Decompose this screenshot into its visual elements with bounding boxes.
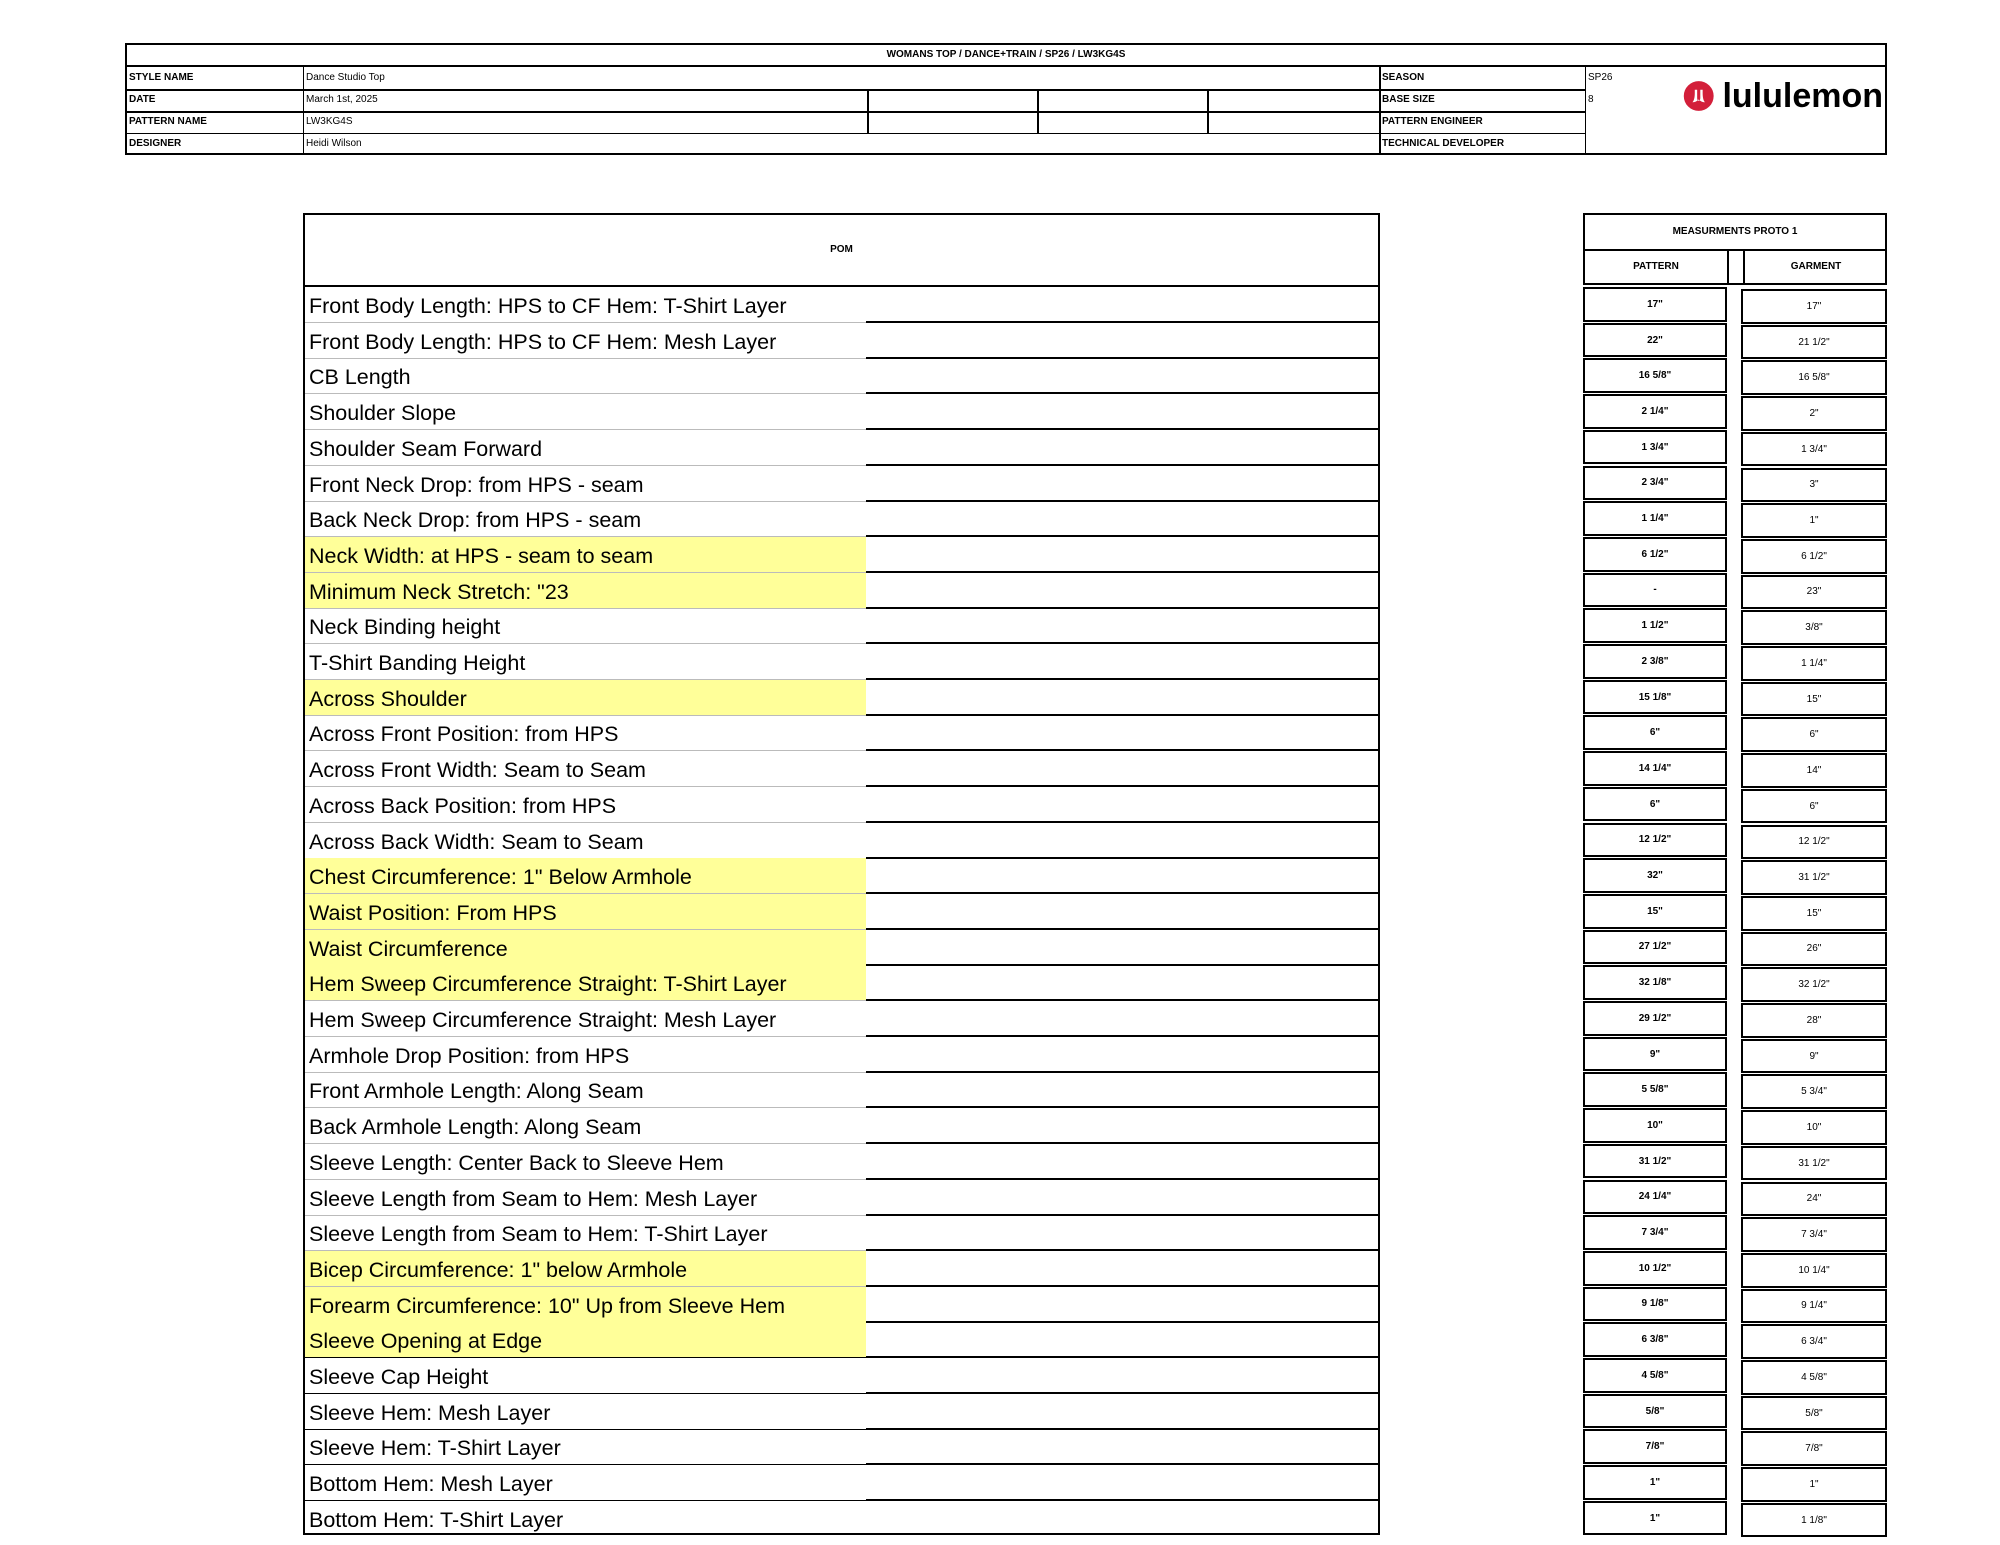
- pom-row: [305, 1144, 1378, 1180]
- pom-label: Front Body Length: HPS to CF Hem: Mesh Layer: [309, 329, 777, 354]
- garment-value: 16 5/8": [1741, 360, 1887, 395]
- pom-row: [305, 1001, 1378, 1037]
- pom-label: Minimum Neck Stretch: "23: [309, 579, 569, 604]
- pattern-value: 2 1/4": [1583, 394, 1727, 429]
- garment-value: 4 5/8": [1741, 1360, 1887, 1395]
- pom-row: [305, 394, 1378, 430]
- garment-value: 6": [1741, 717, 1887, 752]
- pom-label: Shoulder Slope: [309, 401, 457, 426]
- pom-label: Waist Circumference: [309, 936, 508, 961]
- measurements-title: MEASURMENTS PROTO 1: [1585, 215, 1885, 251]
- pom-label: Neck Binding height: [309, 615, 501, 640]
- pom-row: [305, 1108, 1378, 1144]
- pattern-value: 24 1/4": [1583, 1180, 1727, 1215]
- base-size-label: BASE SIZE: [1382, 94, 1435, 105]
- pattern-value: 16 5/8": [1583, 358, 1727, 393]
- pom-label: Armhole Drop Position: from HPS: [309, 1043, 630, 1068]
- garment-value: 26": [1741, 932, 1887, 967]
- pom-row: [305, 715, 1378, 751]
- pom-label: Across Back Width: Seam to Seam: [309, 829, 644, 854]
- garment-value: 1": [1741, 503, 1887, 538]
- pom-label: Neck Width: at HPS - seam to seam: [309, 543, 654, 568]
- garment-value: 6 1/2": [1741, 539, 1887, 574]
- pattern-value: 31 1/2": [1583, 1144, 1727, 1179]
- garment-value: 5/8": [1741, 1396, 1887, 1431]
- pom-row: [305, 1251, 1378, 1287]
- pom-row: [305, 287, 1378, 323]
- garment-value: 24": [1741, 1182, 1887, 1217]
- garment-value: 23": [1741, 575, 1887, 610]
- pattern-value: 5/8": [1583, 1394, 1727, 1429]
- pom-label: Sleeve Cap Height: [309, 1365, 489, 1389]
- pattern-value: 12 1/2": [1583, 823, 1727, 858]
- garment-value: 7 3/4": [1741, 1217, 1887, 1252]
- pattern-value: 2 3/8": [1583, 644, 1727, 679]
- pom-label: Across Front Width: Seam to Seam: [309, 758, 646, 783]
- pom-row: [305, 1429, 1378, 1465]
- lululemon-logo-icon: [1683, 76, 1714, 116]
- pom-label: Shoulder Seam Forward: [309, 436, 543, 461]
- pom-label: Front Body Length: HPS to CF Hem: T-Shirt Layer: [309, 294, 787, 318]
- garment-value: 1 1/4": [1741, 646, 1887, 681]
- pattern-value: 1": [1583, 1501, 1727, 1536]
- pom-table: [303, 213, 1380, 1535]
- garment-value: 6": [1741, 789, 1887, 824]
- pattern-value: 32": [1583, 858, 1727, 893]
- pattern-value: 1 1/4": [1583, 501, 1727, 536]
- pom-row: [305, 323, 1378, 359]
- pom-row: [305, 1394, 1378, 1430]
- garment-value: 17": [1741, 289, 1887, 324]
- pattern-value: 5 5/8": [1583, 1072, 1727, 1107]
- pattern-value: 9 1/8": [1583, 1287, 1727, 1322]
- pom-label: Sleeve Length: Center Back to Sleeve Hem: [309, 1150, 724, 1175]
- pattern-value: 2 3/4": [1583, 466, 1727, 501]
- pattern-value: 6 3/8": [1583, 1322, 1727, 1357]
- pom-row: [305, 573, 1378, 609]
- pom-row: [305, 751, 1378, 787]
- pattern-value: 22": [1583, 323, 1727, 358]
- pattern-value: 6 1/2": [1583, 537, 1727, 572]
- pom-row: [305, 466, 1378, 502]
- pom-row: [305, 501, 1378, 537]
- garment-value: 28": [1741, 1003, 1887, 1038]
- pom-row: [305, 1215, 1378, 1251]
- pom-row: [305, 1501, 1378, 1537]
- garment-value: 1 3/4": [1741, 432, 1887, 467]
- pom-label: Back Armhole Length: Along Seam: [309, 1115, 642, 1140]
- pom-label: Across Shoulder: [309, 686, 467, 711]
- garment-column-header: GARMENT: [1790, 261, 1842, 272]
- date-value: March 1st, 2025: [306, 94, 378, 105]
- pom-row: [305, 1322, 1378, 1358]
- col-divider: [1037, 89, 1039, 133]
- pattern-value: 7 3/4": [1583, 1215, 1727, 1250]
- pattern-name-value: LW3KG4S: [306, 116, 353, 127]
- pom-label: Hem Sweep Circumference Straight: Mesh Layer: [309, 1008, 777, 1032]
- pattern-value: 15 1/8": [1583, 680, 1727, 715]
- pom-row: [305, 965, 1378, 1001]
- pom-label: Sleeve Hem: Mesh Layer: [309, 1400, 551, 1425]
- pattern-value: 1 3/4": [1583, 430, 1727, 465]
- pom-row: [305, 537, 1378, 573]
- pattern-value: 27 1/2": [1583, 930, 1727, 965]
- pom-row: [305, 430, 1378, 466]
- pom-row: [305, 1465, 1378, 1501]
- pattern-value: 6": [1583, 715, 1727, 750]
- season-label: SEASON: [1382, 72, 1425, 83]
- pom-label: Across Back Position: from HPS: [309, 793, 617, 818]
- pattern-value: -: [1583, 573, 1727, 608]
- pattern-value: 17": [1583, 287, 1727, 322]
- pom-row: [305, 1287, 1378, 1323]
- pattern-value: 10 1/2": [1583, 1251, 1727, 1286]
- base-size-value: 8: [1588, 94, 1594, 105]
- pom-row: [305, 1180, 1378, 1216]
- pom-label: Forearm Circumference: 10" Up from Sleeve Hem: [309, 1293, 786, 1318]
- pom-label: Sleeve Opening at Edge: [309, 1329, 543, 1354]
- designer-value: Heidi Wilson: [306, 138, 362, 149]
- garment-value: 21 1/2": [1741, 325, 1887, 360]
- garment-value: 14": [1741, 753, 1887, 788]
- pattern-value: 9": [1583, 1037, 1727, 1072]
- pattern-value: 14 1/4": [1583, 751, 1727, 786]
- pom-label: Bottom Hem: Mesh Layer: [309, 1472, 553, 1497]
- style-name-label: STYLE NAME: [129, 72, 194, 83]
- pom-row: [305, 680, 1378, 716]
- pom-label: Bicep Circumference: 1" below Armhole: [309, 1257, 688, 1282]
- style-name-value: Dance Studio Top: [306, 72, 385, 83]
- pom-label: Sleeve Hem: T-Shirt Layer: [309, 1436, 561, 1461]
- pom-row: [305, 894, 1378, 930]
- pattern-name-label: PATTERN NAME: [129, 116, 207, 127]
- pom-label: Waist Position: From HPS: [309, 900, 557, 925]
- pom-row: [305, 1037, 1378, 1073]
- season-value: SP26: [1588, 72, 1613, 83]
- garment-value: 31 1/2": [1741, 1146, 1887, 1181]
- garment-value: 12 1/2": [1741, 825, 1887, 860]
- pattern-value: 1": [1583, 1465, 1727, 1500]
- garment-value: 1 1/8": [1741, 1503, 1887, 1538]
- pattern-value: 32 1/8": [1583, 965, 1727, 1000]
- garment-value: 32 1/2": [1741, 967, 1887, 1002]
- pom-row: [305, 787, 1378, 823]
- pom-label: Front Neck Drop: from HPS - seam: [309, 472, 644, 497]
- spec-header: [125, 43, 1887, 155]
- pattern-engineer-label: PATTERN ENGINEER: [1382, 116, 1483, 127]
- garment-value: 6 3/4": [1741, 1324, 1887, 1359]
- garment-value: 7/8": [1741, 1431, 1887, 1466]
- pattern-value: 6": [1583, 787, 1727, 822]
- garment-value: 15": [1741, 682, 1887, 717]
- pom-label: Hem Sweep Circumference Straight: T-Shirt Layer: [309, 972, 787, 997]
- pom-label: CB Length: [309, 365, 411, 390]
- col-divider: [1727, 249, 1729, 285]
- pattern-value: 1 1/2": [1583, 608, 1727, 643]
- pom-label: Chest Circumference: 1" Below Armhole: [309, 865, 692, 890]
- date-label: DATE: [129, 94, 156, 105]
- designer-label: DESIGNER: [129, 138, 182, 149]
- garment-value: 1": [1741, 1467, 1887, 1502]
- technical-developer-label: TECHNICAL DEVELOPER: [1382, 138, 1505, 149]
- garment-value: 31 1/2": [1741, 860, 1887, 895]
- pom-row: [305, 644, 1378, 680]
- pom-row: [305, 823, 1378, 859]
- garment-value: 10 1/4": [1741, 1253, 1887, 1288]
- pattern-value: 15": [1583, 894, 1727, 929]
- pattern-value: 29 1/2": [1583, 1001, 1727, 1036]
- pom-row: [305, 1072, 1378, 1108]
- pom-label: Back Neck Drop: from HPS - seam: [309, 508, 642, 533]
- pattern-value: 4 5/8": [1583, 1358, 1727, 1393]
- pom-row: [305, 358, 1378, 394]
- garment-value: 9": [1741, 1039, 1887, 1074]
- garment-value: 2": [1741, 396, 1887, 431]
- col-divider: [1207, 89, 1209, 133]
- pom-header: POM: [305, 215, 1378, 287]
- pom-row: [305, 858, 1378, 894]
- measurements-header: [1583, 213, 1887, 285]
- pattern-value: 10": [1583, 1108, 1727, 1143]
- garment-value: 15": [1741, 896, 1887, 931]
- pom-row: [305, 1358, 1378, 1394]
- pom-label: Sleeve Length from Seam to Hem: T-Shirt Layer: [309, 1222, 768, 1247]
- garment-value: 3/8": [1741, 610, 1887, 645]
- garment-value: 5 3/4": [1741, 1074, 1887, 1109]
- pattern-column-header: PATTERN: [1633, 261, 1679, 272]
- pom-row: [305, 930, 1378, 966]
- garment-value: 9 1/4": [1741, 1289, 1887, 1324]
- brand-logo: [1683, 75, 1883, 117]
- pom-label: Bottom Hem: T-Shirt Layer: [309, 1507, 564, 1532]
- pom-row: [305, 608, 1378, 644]
- garment-value: 10": [1741, 1110, 1887, 1145]
- pom-label: Across Front Position: from HPS: [309, 722, 619, 747]
- pattern-value: 7/8": [1583, 1429, 1727, 1464]
- pom-label: Sleeve Length from Seam to Hem: Mesh Layer: [309, 1186, 758, 1211]
- spec-title: WOMANS TOP / DANCE+TRAIN / SP26 / LW3KG4S: [127, 45, 1885, 67]
- garment-value: 3": [1741, 468, 1887, 503]
- pom-label: Front Armhole Length: Along Seam: [309, 1079, 644, 1104]
- logo-wordmark: lululemon: [1722, 76, 1883, 115]
- pom-label: T-Shirt Banding Height: [309, 651, 526, 675]
- col-divider: [867, 89, 869, 133]
